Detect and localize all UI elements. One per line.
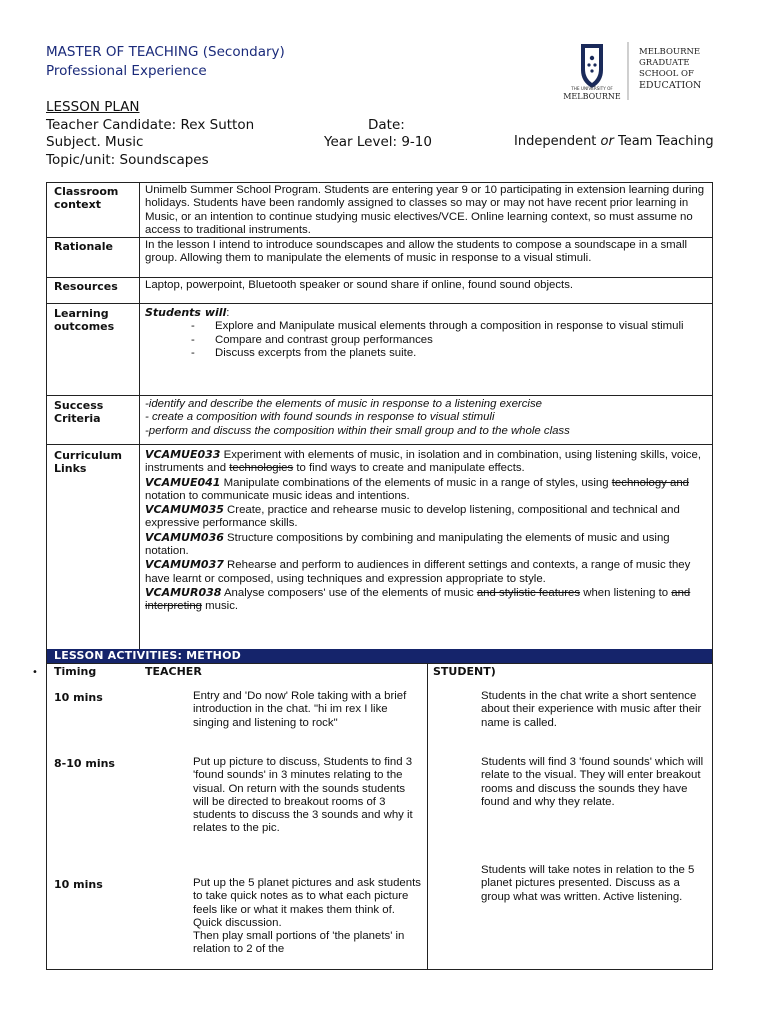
learning-outcomes-cell — [145, 306, 711, 360]
row3-teacher — [193, 877, 423, 957]
label-rationale: Rationale — [54, 240, 113, 253]
row1-student: Students in the chat write a short sentence about their experience with music after their name is called. — [481, 690, 702, 729]
list-item: - Explore and Manipulate musical elements through a composition in response to visual stimuli — [191, 320, 711, 333]
list-item: - create a composition with found sounds in response to visual stimuli — [145, 411, 495, 424]
curriculum-code: VCAMUR038 — [145, 585, 222, 599]
label-success-criteria: Success Criteria — [54, 399, 104, 425]
curriculum-text: when listening to — [580, 586, 672, 599]
curriculum-struck-text: technology and — [611, 476, 690, 489]
teacher-candidate: Teacher Candidate: Rex Sutton — [46, 117, 255, 133]
label-curriculum-links: Curriculum Links — [54, 449, 122, 475]
curriculum-links-cell — [145, 448, 711, 614]
year-level: Year Level: 9-10 — [324, 134, 432, 150]
logo-school-line-1: MELBOURNE — [639, 47, 701, 57]
program-title: MASTER OF TEACHING (Secondary) — [46, 44, 285, 60]
row3-teacher-text-3: Then play small portions of 'the planets' in relation to 2 of the — [193, 930, 405, 956]
curriculum-code: VCAMUM036 — [145, 530, 224, 544]
mode-team: Team Teaching — [613, 134, 714, 149]
logo-university-small: THE UNIVERSITY OF — [571, 86, 613, 91]
curriculum-struck-text: and interpreting — [145, 586, 691, 613]
logo-university-big: MELBOURNE — [563, 92, 621, 101]
curriculum-text: Rehearse and perform to audiences in different settings and contexts, a range of music they have learnt or composed, using techniques and expression appropriate to style. — [145, 559, 691, 585]
outcomes-list — [145, 320, 711, 360]
logo-school-line-3: SCHOOL OF — [639, 69, 694, 79]
curriculum-text: Analyse composers' use of the elements of music — [221, 586, 477, 599]
row3-teacher-text: Put up the 5 planet pictures and ask students to take quick notes as to what each picture feels like or what it makes them think of. — [193, 877, 421, 916]
teaching-mode — [514, 134, 714, 149]
label-learning-outcomes: Learning outcomes — [54, 307, 115, 333]
curriculum-text: Manipulate combinations of the elements of music in a range of styles, using — [220, 476, 612, 489]
resources-text: Laptop, powerpoint, Bluetooth speaker or sound share if online, found sound objects. — [145, 279, 574, 291]
logo-school-line-4: EDUCATION — [639, 80, 702, 91]
university-logo — [551, 36, 721, 106]
label-resources: Resources — [54, 280, 118, 293]
row2-student: Students will find 3 'found sounds' which will relate to the visual. They will enter breakout rooms and discuss the sounds they have found and why they relate. — [481, 756, 704, 808]
method-section-header — [47, 649, 712, 663]
subject-field: Subject. Music — [46, 134, 144, 150]
program-subtitle: Professional Experience — [46, 63, 207, 79]
mode-or: or — [600, 134, 614, 149]
outcomes-intro: Students will — [145, 306, 227, 319]
row2-timing: 8-10 mins — [54, 757, 115, 770]
method-title: LESSON ACTIVITIES: METHOD — [54, 649, 241, 662]
column-student: STUDENT) — [433, 665, 496, 678]
curriculum-code: VCAMUE041 — [145, 475, 221, 489]
topic-unit: Topic/unit: Soundscapes — [46, 152, 209, 168]
outcomes-intro-suffix: : — [226, 307, 230, 319]
logo-school-line-2: GRADUATE — [639, 58, 690, 68]
label-classroom-context: Classroom context — [54, 185, 119, 211]
rationale-text: In the lesson I intend to introduce soundscapes and allow the students to compose a soundscape in a small group. Allowing them to manipulate the elements of music in response to a visual stimuli. — [145, 239, 688, 265]
curriculum-text: Create, practice and rehearse music to develop listening, compositional and technical and expressive performance skills. — [145, 504, 680, 530]
curriculum-text: music. — [202, 600, 239, 613]
mode-independent: Independent — [514, 134, 601, 149]
curriculum-text: Structure compositions by combining and manipulating the elements of music and using notation. — [145, 531, 670, 558]
row3-student: Students will take notes in relation to the 5 planet pictures presented. Discuss as a group what was written. Active listening. — [481, 864, 695, 903]
column-timing: Timing — [54, 665, 97, 678]
stray-bullet: • — [32, 667, 38, 678]
column-teacher: TEACHER — [145, 665, 202, 678]
row2-teacher: Put up picture to discuss, Students to find 3 'found sounds' in 3 minutes relating to the visual. On return with the sounds students will be directed to breakout rooms of 3 students to discuss the 3 sounds and why it relates to the pic. — [193, 756, 413, 835]
date-field: Date: — [368, 117, 405, 133]
lesson-plan-table — [46, 182, 713, 970]
curriculum-text: Experiment with elements of music, in isolation and in combination, using listening skills, voice, instruments and — [145, 449, 701, 475]
row1-teacher: Entry and 'Do now' Role taking with a brief introduction in the chat. "hi im rex I like singing and listening to rock" — [193, 690, 407, 729]
success-criteria-cell — [145, 398, 711, 438]
curriculum-struck-text: technologies — [229, 462, 294, 475]
row3-teacher-text-2: Quick discussion. — [193, 916, 282, 929]
list-item: - Discuss excerpts from the planets suite. — [191, 347, 711, 360]
list-item: - Compare and contrast group performances — [191, 334, 711, 347]
lesson-plan-title: LESSON PLAN — [46, 99, 140, 115]
row1-timing: 10 mins — [54, 691, 103, 704]
list-item: -perform and discuss the composition within their small group and to the whole class — [145, 424, 570, 437]
curriculum-code: VCAMUM037 — [145, 558, 224, 572]
curriculum-text: notation to communicate music ideas and intentions. — [145, 489, 410, 502]
row3-timing: 10 mins — [54, 878, 103, 891]
curriculum-struck-text: and stylistic features — [476, 586, 581, 599]
curriculum-code: VCAMUM035 — [145, 503, 224, 517]
classroom-context-text: Unimelb Summer School Program. Students are entering year 9 or 10 participating in extension learning during holidays. Students have been randomly assigned to classes so may or may not have recent prior learning in Music, or an intention to continue studying music electives/VCE. Online learning context, so must assume no access to traditional instruments. — [145, 184, 705, 236]
crest-icon — [581, 44, 603, 88]
curriculum-code: VCAMUE033 — [145, 448, 221, 461]
list-item: -identify and describe the elements of music in response to a listening exercise — [145, 398, 542, 410]
curriculum-text: to find ways to create and manipulate effects. — [293, 462, 525, 475]
